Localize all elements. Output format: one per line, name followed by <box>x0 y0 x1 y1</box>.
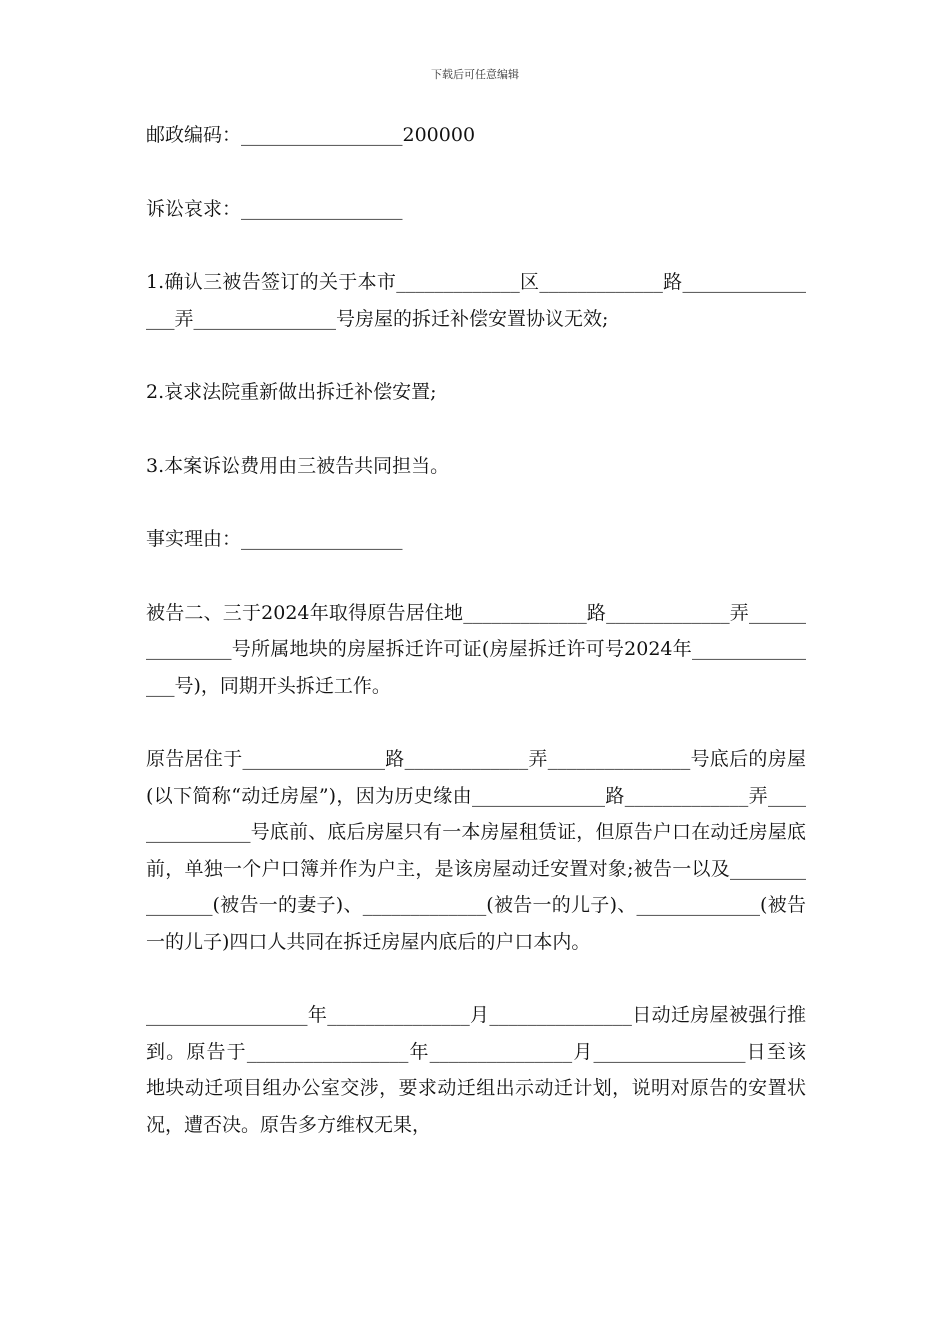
paragraph-facts-heading: 事实理由：_________________ <box>146 528 403 550</box>
paragraph-claim-3: 3.本案诉讼费用由三被告共同担当。 <box>146 454 450 477</box>
paragraph-facts-3: _________________年_______________月_______________日动迁房屋被强行推到。原告于_________________年_______________月________________日至该地块动迁项目组办公室交涉，要求动迁组出示动迁计划，说明对原告的安置状况，遭否决。原告多方维权无果， <box>146 1004 806 1136</box>
paragraph-claim-2: 2.哀求法院重新做出拆迁补偿安置; <box>146 381 437 403</box>
paragraph-facts-2: 原告居住于_______________路_____________弄_______________号底后的房屋(以下简称“动迁房屋”)，因为历史缘由______________路_____________弄_______________号底前、底后房屋只有一本房屋租赁证，但原告户口在动迁房屋底前，单独一个户口簿并作为户主，是该房屋动迁安置对象;被告一以及_______________(被告一的妻子)、_____________(被告一的儿子)、_____________(被告一的儿子)四口人共同在拆迁房屋内底后的户口本内。 <box>146 748 806 953</box>
document-body <box>146 117 806 1180</box>
paragraph-postal-code: 邮政编码：_________________200000 <box>146 124 476 146</box>
paragraph-claims-heading: 诉讼哀求：_________________ <box>146 197 403 220</box>
paragraph-facts-1: 被告二、三于2024年取得原告居住地_____________路_____________弄_______________号所属地块的房屋拆迁许可证(房屋拆迁许可号2024年_______________号)，同期开头拆迁工作。 <box>146 601 806 697</box>
page-header: 下载后可任意编辑 <box>431 68 519 81</box>
paragraph-claim-1: 1.确认三被告签订的关于本市_____________区_____________路________________弄_______________号房屋的拆迁补偿安置协议无效; <box>146 271 806 330</box>
